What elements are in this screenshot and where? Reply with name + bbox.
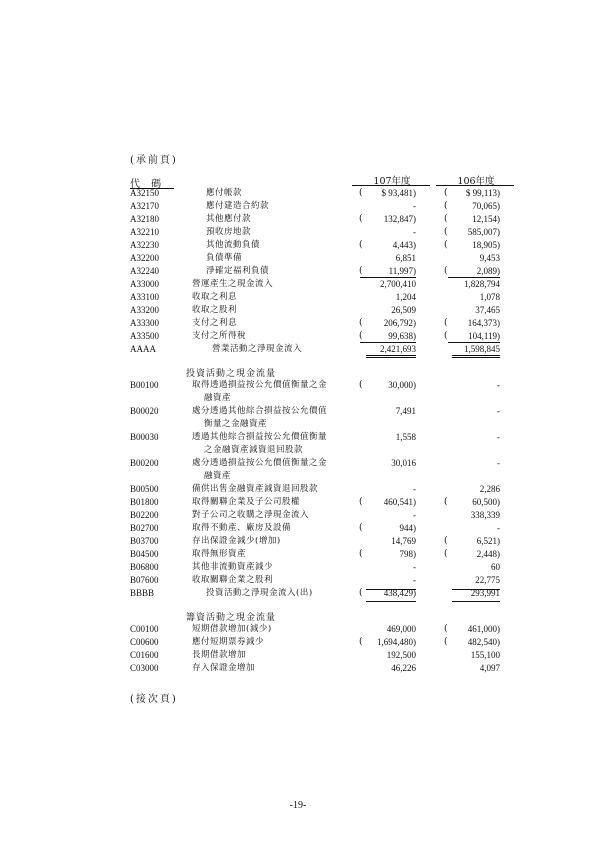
open-paren: ( — [444, 227, 448, 237]
table-row — [0, 496, 596, 508]
value-107: - — [413, 484, 416, 494]
value-106: - — [497, 380, 500, 390]
row-code: B02700 — [130, 523, 159, 533]
row-description: 處分透過損益按公允價值衡量之金 — [192, 458, 328, 468]
open-paren: ( — [444, 497, 448, 507]
table-row — [0, 317, 596, 329]
open-paren: ( — [359, 240, 363, 250]
year-107-header: 107年度 — [373, 176, 411, 187]
row-description: 應付建造合約款 — [206, 201, 270, 211]
open-paren: ( — [359, 637, 363, 647]
value-107: - — [413, 510, 416, 520]
row-code: B03700 — [130, 536, 159, 546]
row-description-continued: 衡量之金融資產 — [204, 419, 268, 429]
row-code: C01600 — [130, 650, 159, 660]
value-107: 1,558 — [395, 432, 416, 442]
value-107: 469,000 — [386, 624, 416, 634]
row-description: 支付之利息 — [192, 318, 238, 328]
value-106: 60,500) — [472, 497, 500, 507]
row-code: A33200 — [130, 305, 159, 315]
row-description: 應付帳款 — [206, 188, 243, 198]
table-row — [0, 574, 596, 586]
value-107: 2,421,693 — [380, 344, 416, 354]
table-row — [0, 649, 596, 661]
total-underline — [366, 355, 416, 356]
table-row — [0, 252, 596, 264]
row-code: AAAA — [130, 344, 156, 354]
open-paren: ( — [444, 331, 448, 341]
table-row — [0, 187, 596, 199]
total-underline — [366, 357, 416, 358]
value-106: 2,448) — [476, 549, 500, 559]
value-106: 338,339 — [470, 510, 500, 520]
value-107: 460,541) — [383, 497, 416, 507]
row-description: 處分透過其他綜合損益按公允價值 — [192, 406, 328, 416]
value-107: 1,204 — [395, 292, 416, 302]
total-underline — [360, 277, 416, 278]
total-underline — [360, 342, 416, 343]
table-row-continuation — [0, 444, 596, 456]
row-description: 其他非流動資產減少 — [192, 562, 274, 572]
row-code: BBBB — [130, 588, 155, 598]
table-row — [0, 200, 596, 212]
total-underline — [452, 357, 500, 358]
row-code: A32230 — [130, 240, 159, 250]
open-paren: ( — [359, 318, 363, 328]
row-description: 備供出售金融資產減資退回股款 — [192, 484, 319, 494]
row-description: 取得不動產、廠房及設備 — [192, 523, 292, 533]
table-row — [0, 239, 596, 251]
row-code: B00200 — [130, 458, 159, 468]
row-code: C00100 — [130, 624, 159, 634]
row-code: C00600 — [130, 637, 159, 647]
row-description: 收取之股利 — [192, 305, 238, 315]
table-row — [0, 405, 596, 417]
total-underline — [452, 355, 500, 356]
total-underline — [366, 589, 416, 590]
table-row — [0, 457, 596, 469]
continued-from-note: (承前頁) — [130, 155, 178, 166]
open-paren: ( — [444, 240, 448, 250]
value-107: 26,509 — [391, 305, 416, 315]
value-107: 2,700,410 — [380, 279, 416, 289]
table-row-continuation — [0, 470, 596, 482]
total-underline — [448, 342, 500, 343]
value-107: - — [413, 575, 416, 585]
open-paren: ( — [359, 188, 363, 198]
open-paren: ( — [359, 266, 363, 276]
row-code: A32180 — [130, 214, 159, 224]
row-code: B00500 — [130, 484, 159, 494]
row-description: 存入保證金增加 — [192, 663, 256, 673]
table-row — [0, 548, 596, 560]
row-code: A33500 — [130, 331, 159, 341]
value-107: - — [413, 562, 416, 572]
total-underline — [452, 601, 500, 602]
row-description: 存出保證金減少(增加) — [192, 536, 281, 546]
value-107: 132,847) — [383, 214, 416, 224]
value-106: 6,521) — [476, 536, 500, 546]
row-description: 淨確定福利負債 — [206, 266, 270, 276]
row-description: 支付之所得稅 — [192, 331, 247, 341]
value-106: 1,598,845 — [464, 344, 500, 354]
value-106: $ 99,113) — [465, 188, 500, 198]
row-code: B00100 — [130, 380, 159, 390]
value-107: 944) — [399, 523, 416, 533]
row-code: A33300 — [130, 318, 159, 328]
table-row — [0, 636, 596, 648]
value-106: 461,000) — [467, 624, 500, 634]
table-row — [0, 213, 596, 225]
value-107: 4,443) — [392, 240, 416, 250]
value-106: 22,775 — [475, 575, 500, 585]
row-code: B06800 — [130, 562, 159, 572]
open-paren: ( — [444, 549, 448, 559]
value-106: 4,097 — [479, 663, 500, 673]
value-106: - — [497, 432, 500, 442]
table-row — [0, 379, 596, 391]
row-description: 負債準備 — [206, 253, 243, 263]
open-paren: ( — [444, 318, 448, 328]
open-paren: ( — [444, 536, 448, 546]
value-107: 206,792) — [383, 318, 416, 328]
value-107: 7,491 — [395, 406, 416, 416]
value-107: 11,997) — [388, 266, 416, 276]
value-107: 6,851 — [395, 253, 416, 263]
open-paren: ( — [444, 624, 448, 634]
row-description: 營業活動之淨現金流入 — [212, 344, 303, 354]
total-underline — [366, 601, 416, 602]
value-107: 30,016 — [391, 458, 416, 468]
table-row — [0, 291, 596, 303]
open-paren: ( — [444, 637, 448, 647]
value-106: 2,286 — [479, 484, 500, 494]
table-row — [0, 226, 596, 238]
value-106: 12,154) — [472, 214, 500, 224]
row-description-continued: 之金融資產減資退回股款 — [204, 445, 304, 455]
row-description: 長期借款增加 — [192, 650, 247, 660]
row-description: 取得關聯企業及子公司股權 — [192, 497, 301, 507]
open-paren: ( — [359, 497, 363, 507]
year-106-header: 106年度 — [457, 176, 495, 187]
row-code: B04500 — [130, 549, 159, 559]
table-row — [0, 535, 596, 547]
row-code: A32240 — [130, 266, 159, 276]
open-paren: ( — [444, 201, 448, 211]
row-code: B00020 — [130, 406, 159, 416]
value-106: 293,991 — [470, 588, 500, 598]
investing-title: 投資活動之現金流量 — [186, 369, 277, 379]
row-description: 預收房地款 — [206, 227, 252, 237]
table-row — [0, 278, 596, 290]
row-description: 其他流動負債 — [206, 240, 261, 250]
table-row — [0, 522, 596, 534]
value-106: 60 — [491, 562, 500, 572]
value-107: 99,638) — [388, 331, 416, 341]
table-row — [0, 587, 596, 599]
row-description: 應付短期票券減少 — [192, 637, 265, 647]
value-107: 798) — [399, 549, 416, 559]
row-code: A32150 — [130, 188, 159, 198]
page-number: -19- — [289, 800, 307, 811]
value-107: 438,429) — [383, 588, 416, 598]
value-106: 9,453 — [479, 253, 500, 263]
financing-title: 籌資活動之現金流量 — [186, 613, 277, 623]
table-row — [0, 483, 596, 495]
row-description-continued: 融資產 — [204, 471, 232, 481]
value-107: - — [413, 201, 416, 211]
table-row — [0, 265, 596, 277]
code-header: 代 碼 — [130, 179, 166, 190]
table-row — [0, 343, 596, 355]
row-description: 透過其他綜合損益按公允價值衡量 — [192, 432, 328, 442]
row-code: C03000 — [130, 663, 159, 673]
value-106: 2,089) — [476, 266, 500, 276]
open-paren: ( — [359, 380, 363, 390]
value-106: - — [497, 523, 500, 533]
value-106: 1,828,794 — [464, 279, 500, 289]
row-description: 取得透過損益按公允價值衡量之金 — [192, 380, 328, 390]
value-107: $ 93,481) — [381, 188, 416, 198]
open-paren: ( — [359, 549, 363, 559]
row-code: B00030 — [130, 432, 159, 442]
value-106: 70,065) — [472, 201, 500, 211]
row-description: 短期借款增加(減少) — [192, 624, 272, 634]
open-paren: ( — [359, 331, 363, 341]
value-106: 482,540) — [467, 637, 500, 647]
value-107: - — [413, 227, 416, 237]
row-description: 對子公司之收購之淨現金流入 — [192, 510, 310, 520]
continued-next-note: (接次頁) — [130, 694, 178, 705]
open-paren: ( — [359, 214, 363, 224]
table-row — [0, 330, 596, 342]
value-107: 1,694,480) — [377, 637, 416, 647]
value-106: 104,119) — [468, 331, 500, 341]
total-underline — [448, 277, 500, 278]
value-107: 14,769 — [391, 536, 416, 546]
year-107-underline — [352, 185, 430, 186]
value-107: 192,500 — [386, 650, 416, 660]
value-106: - — [497, 406, 500, 416]
value-106: 37,465 — [475, 305, 500, 315]
row-description: 收取之利息 — [192, 292, 238, 302]
table-row — [0, 509, 596, 521]
open-paren: ( — [359, 588, 363, 598]
open-paren: ( — [444, 188, 448, 198]
row-code: A32200 — [130, 253, 159, 263]
open-paren: ( — [444, 214, 448, 224]
row-description: 收取關聯企業之股利 — [192, 575, 274, 585]
table-row-continuation — [0, 392, 596, 404]
table-row — [0, 304, 596, 316]
row-description: 營運產生之現金流入 — [192, 279, 274, 289]
table-row — [0, 662, 596, 674]
row-code: B01800 — [130, 497, 159, 507]
value-106: 18,905) — [472, 240, 500, 250]
row-code: A32210 — [130, 227, 159, 237]
row-code: A33000 — [130, 279, 159, 289]
row-description: 投資活動之淨現金流入(出) — [206, 588, 313, 598]
value-106: 1,078 — [479, 292, 500, 302]
row-description: 取得無形資產 — [192, 549, 247, 559]
total-underline — [452, 589, 500, 590]
value-106: 155,100 — [470, 650, 500, 660]
row-code: B07600 — [130, 575, 159, 585]
value-107: 46,226 — [391, 663, 416, 673]
value-107: 30,000) — [388, 380, 416, 390]
value-106: - — [497, 458, 500, 468]
row-code: A33100 — [130, 292, 159, 302]
row-description-continued: 融資產 — [204, 393, 232, 403]
value-106: 164,373) — [467, 318, 500, 328]
year-106-underline — [436, 185, 514, 186]
table-row — [0, 561, 596, 573]
row-description: 其他應付款 — [206, 214, 252, 224]
table-row-continuation — [0, 418, 596, 430]
value-106: 585,007) — [467, 227, 500, 237]
table-row — [0, 623, 596, 635]
row-code: A32170 — [130, 201, 159, 211]
open-paren: ( — [359, 523, 363, 533]
row-code: B02200 — [130, 510, 159, 520]
open-paren: ( — [444, 266, 448, 276]
table-row — [0, 431, 596, 443]
